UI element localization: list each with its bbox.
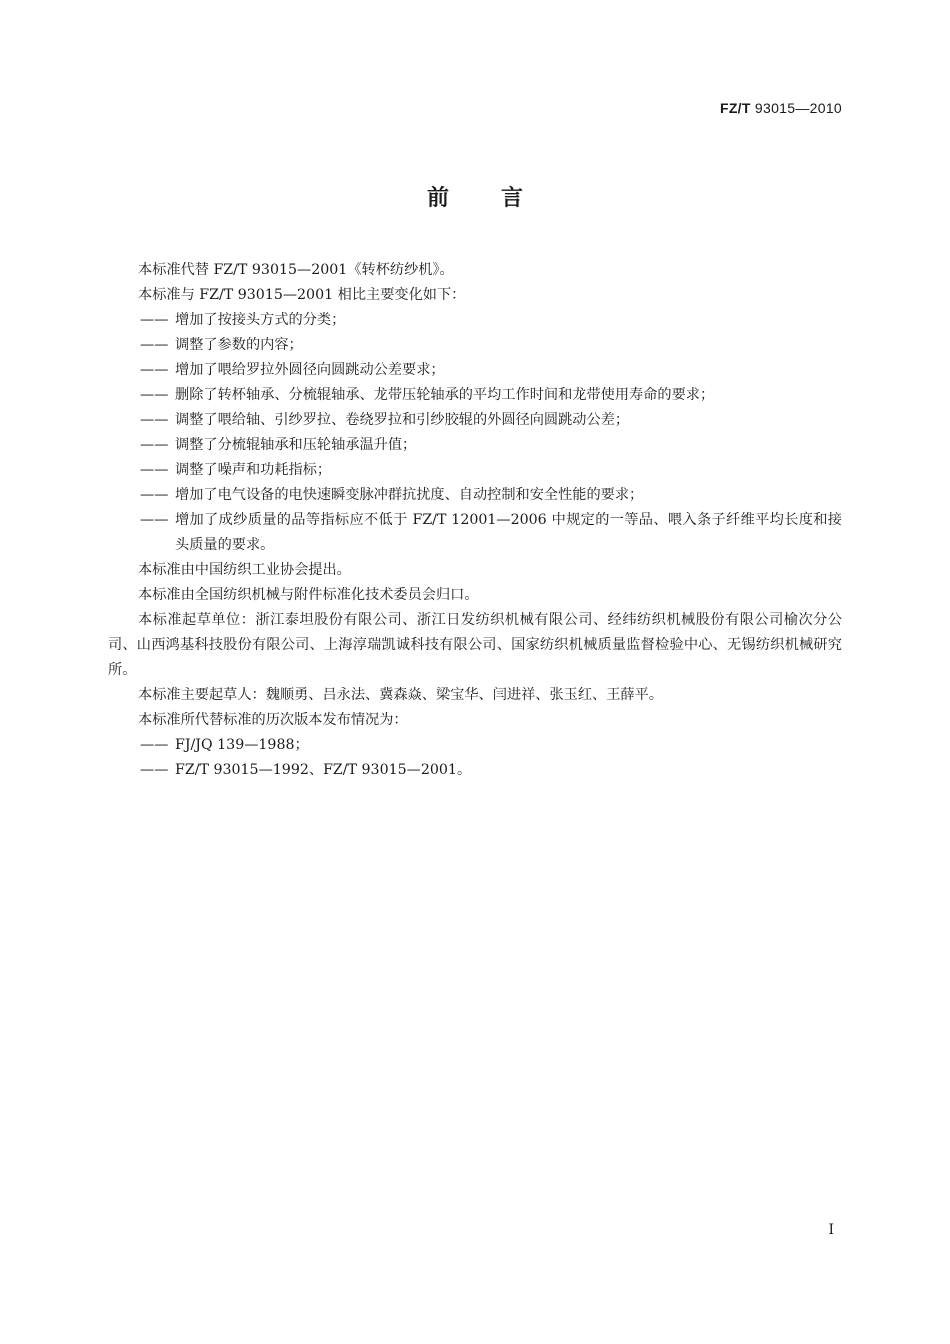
dash: ——	[140, 387, 169, 403]
paragraph-replaces: 本标准代替 FZ/T 93015—2001《转杯纺纱机》。	[138, 262, 454, 278]
page-title: 前言	[426, 186, 575, 211]
dash: ——	[140, 762, 169, 778]
dash: ——	[140, 362, 169, 378]
dash: ——	[140, 462, 169, 478]
paragraph-drafting-units: 本标准起草单位：浙江泰坦股份有限公司、浙江日发纺织机械有限公司、经纬纺织机械股份有限公司榆次分公司、山西鸿基科技股份有限公司、上海淳瑞凯诚科技有限公司、国家纺织机械质量监督检验中心、无锡纺织机械研究所。	[108, 612, 842, 678]
page-number: I	[828, 1222, 834, 1238]
change-item: —— 增加了按接头方式的分类；	[108, 308, 842, 333]
change-item: —— 增加了电气设备的电快速瞬变脉冲群抗扰度、自动控制和安全性能的要求；	[108, 483, 842, 508]
change-item: —— 调整了参数的内容；	[108, 333, 842, 358]
change-item: —— 调整了喂给轴、引纱罗拉、卷绕罗拉和引纱胶辊的外圆径向圆跳动公差；	[108, 408, 842, 433]
dash: ——	[140, 487, 169, 503]
dash: ——	[140, 512, 169, 528]
paragraph-changes-intro: 本标准与 FZ/T 93015—2001 相比主要变化如下：	[138, 287, 466, 303]
dash: ——	[140, 312, 169, 328]
dash: ——	[140, 337, 169, 353]
paragraph-proposer: 本标准由中国纺织工业协会提出。	[138, 562, 351, 578]
paragraph-committee: 本标准由全国纺织机械与附件标准化技术委员会归口。	[138, 587, 479, 603]
standard-code-prefix: FZ/T	[719, 100, 751, 116]
standard-code-number: 93015—2010	[754, 100, 842, 116]
dash: ——	[140, 412, 169, 428]
history-item: —— FJ/JQ 139—1988；	[108, 733, 842, 758]
change-item: —— 调整了噪声和功耗指标；	[108, 458, 842, 483]
history-item: —— FZ/T 93015—1992、FZ/T 93015—2001。	[108, 758, 842, 783]
change-item: —— 增加了成纱质量的品等指标应不低于 FZ/T 12001—2006 中规定的一等品、喂入条子纤维平均长度和接头质量的要求。	[108, 508, 842, 558]
document-body	[108, 258, 842, 783]
standard-code	[720, 100, 842, 116]
paragraph-history-intro: 本标准所代替标准的历次版本发布情况为：	[138, 712, 408, 728]
change-item: —— 增加了喂给罗拉外圆径向圆跳动公差要求；	[108, 358, 842, 383]
dash: ——	[140, 737, 169, 753]
paragraph-drafters: 本标准主要起草人：魏顺勇、吕永法、冀森焱、梁宝华、闫进祥、张玉红、王薛平。	[138, 687, 663, 703]
change-item: —— 调整了分梳辊轴承和压轮轴承温升值；	[108, 433, 842, 458]
dash: ——	[140, 437, 169, 453]
change-item: —— 删除了转杯轴承、分梳辊轴承、龙带压轮轴承的平均工作时间和龙带使用寿命的要求；	[108, 383, 842, 408]
